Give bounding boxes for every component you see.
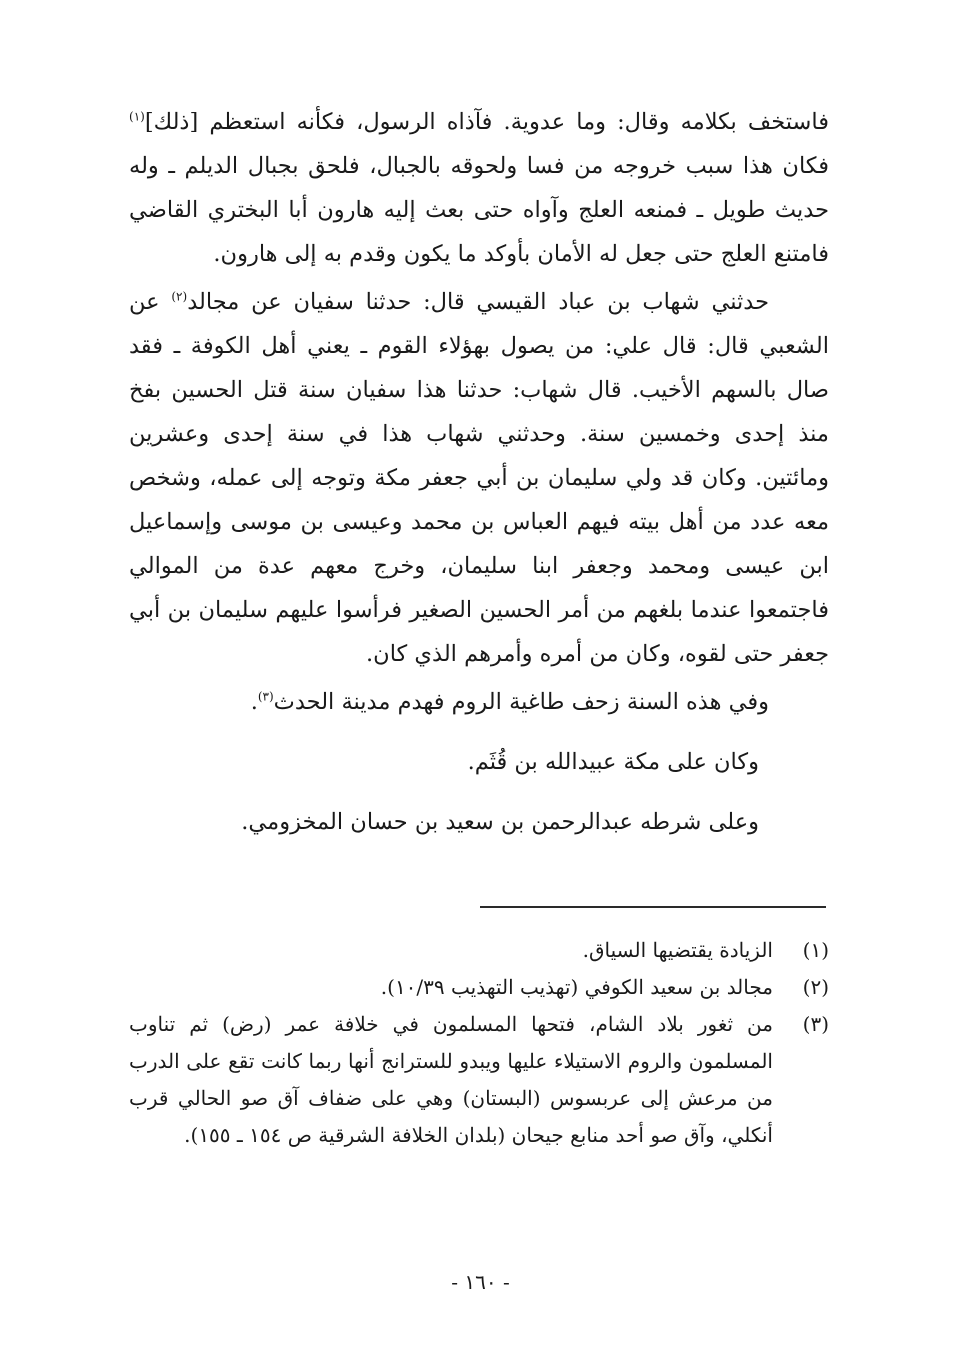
paragraph-3	[129, 680, 829, 724]
page-number: - ١٦٠ -	[451, 1270, 510, 1294]
footnote-text: الزيادة يقتضيها السياق.	[582, 938, 773, 962]
footnote-1	[129, 932, 829, 969]
footnote-divider	[480, 906, 826, 908]
main-text	[129, 100, 829, 844]
footnote-2	[129, 969, 829, 1006]
footnote-number: (٣)	[802, 1012, 829, 1036]
paragraph-5	[129, 800, 829, 844]
footnote-ref-2[interactable]: (٢)	[171, 289, 188, 304]
paragraph-4	[129, 740, 829, 784]
paragraph-text: وفي هذه السنة زحف طاغية الروم فهدم مدينة الحدث	[273, 689, 769, 715]
footnote-text: مجالد بن سعيد الكوفي (تهذيب التهذيب ١٠/٣٩).	[380, 975, 773, 999]
paragraph-text: حدثني شهاب بن عباد القيسي قال: حدثنا سفيان عن مجالد	[187, 289, 769, 315]
footnote-3	[129, 1006, 829, 1154]
paragraph-text: فاستخف بكلامه وقال: وما عدوية. فآذاه الرسول، فكأنه استعظم [ذلك]	[144, 109, 829, 135]
paragraph-text: وكان على مكة عبيدالله بن قُثَم.	[467, 749, 759, 775]
paragraph-1	[129, 100, 829, 276]
footnote-ref-3[interactable]: (٣)	[257, 689, 274, 704]
footnotes-section	[129, 932, 829, 1154]
footnote-ref-1[interactable]: (١)	[129, 109, 145, 124]
footnote-number: (٢)	[802, 975, 829, 999]
paragraph-2	[129, 280, 829, 676]
paragraph-text-continued: .	[250, 689, 258, 715]
paragraph-text-continued: فكان هذا سبب خروجه من فسا ولحوقه بالجبال، فلحق بجبال الديلم ـ وله حديث طويل ـ فمنعه العلج وآواه حتى بعث إليه هارون أبا البختري القاضي فامتنع العلج حتى جعل له الأمان بأوكد ما يكون وقدم به إلى هارون.	[129, 153, 829, 267]
footnote-number: (١)	[802, 938, 829, 962]
paragraph-text-continued: عن الشعبي قال: قال علي: من يصول بهؤلاء القوم ـ يعني أهل الكوفة ـ فقد صال بالسهم الأخيب. قال شهاب: حدثنا هذا سفيان سنة قتل الحسين بفخ منذ إحدى وخمسين سنة. وحدثني شهاب هذا في سنة إحدى وعشرين ومائتين. وكان قد ولي سليمان بن أبي جعفر مكة وتوجه إلى عمله، وشخص معه عدد من أهل بيته فيهم العباس بن محمد وعيسى بن موسى وإسماعيل ابن عيسى ومحمد وجعفر ابنا سليمان، وخرج معهم عدة من الموالي فاجتمعوا عندما بلغهم من أمر الحسين الصغير فرأسوا عليهم سليمان بن أبي جعفر حتى لقوه، وكان من أمره وأمرهم الذي كان.	[129, 289, 829, 667]
footnote-text: من ثغور بلاد الشام، فتحها المسلمون في خلافة عمر (رض) ثم تناوب المسلمون والروم الاستيلاء عليها ويبدو للسترانج أنها ربما كانت تقع على الدرب من مرعش إلى عربسوس (البستان) وهي على ضفاف آق صو الحالي قرب أنكلي، وآق صو أحد منابع جيحان (بلدان الخلافة الشرقية ص ١٥٤ ـ ١٥٥).	[129, 1012, 773, 1147]
paragraph-text: وعلى شرطه عبدالرحمن بن سعيد بن حسان المخزومي.	[241, 809, 759, 835]
